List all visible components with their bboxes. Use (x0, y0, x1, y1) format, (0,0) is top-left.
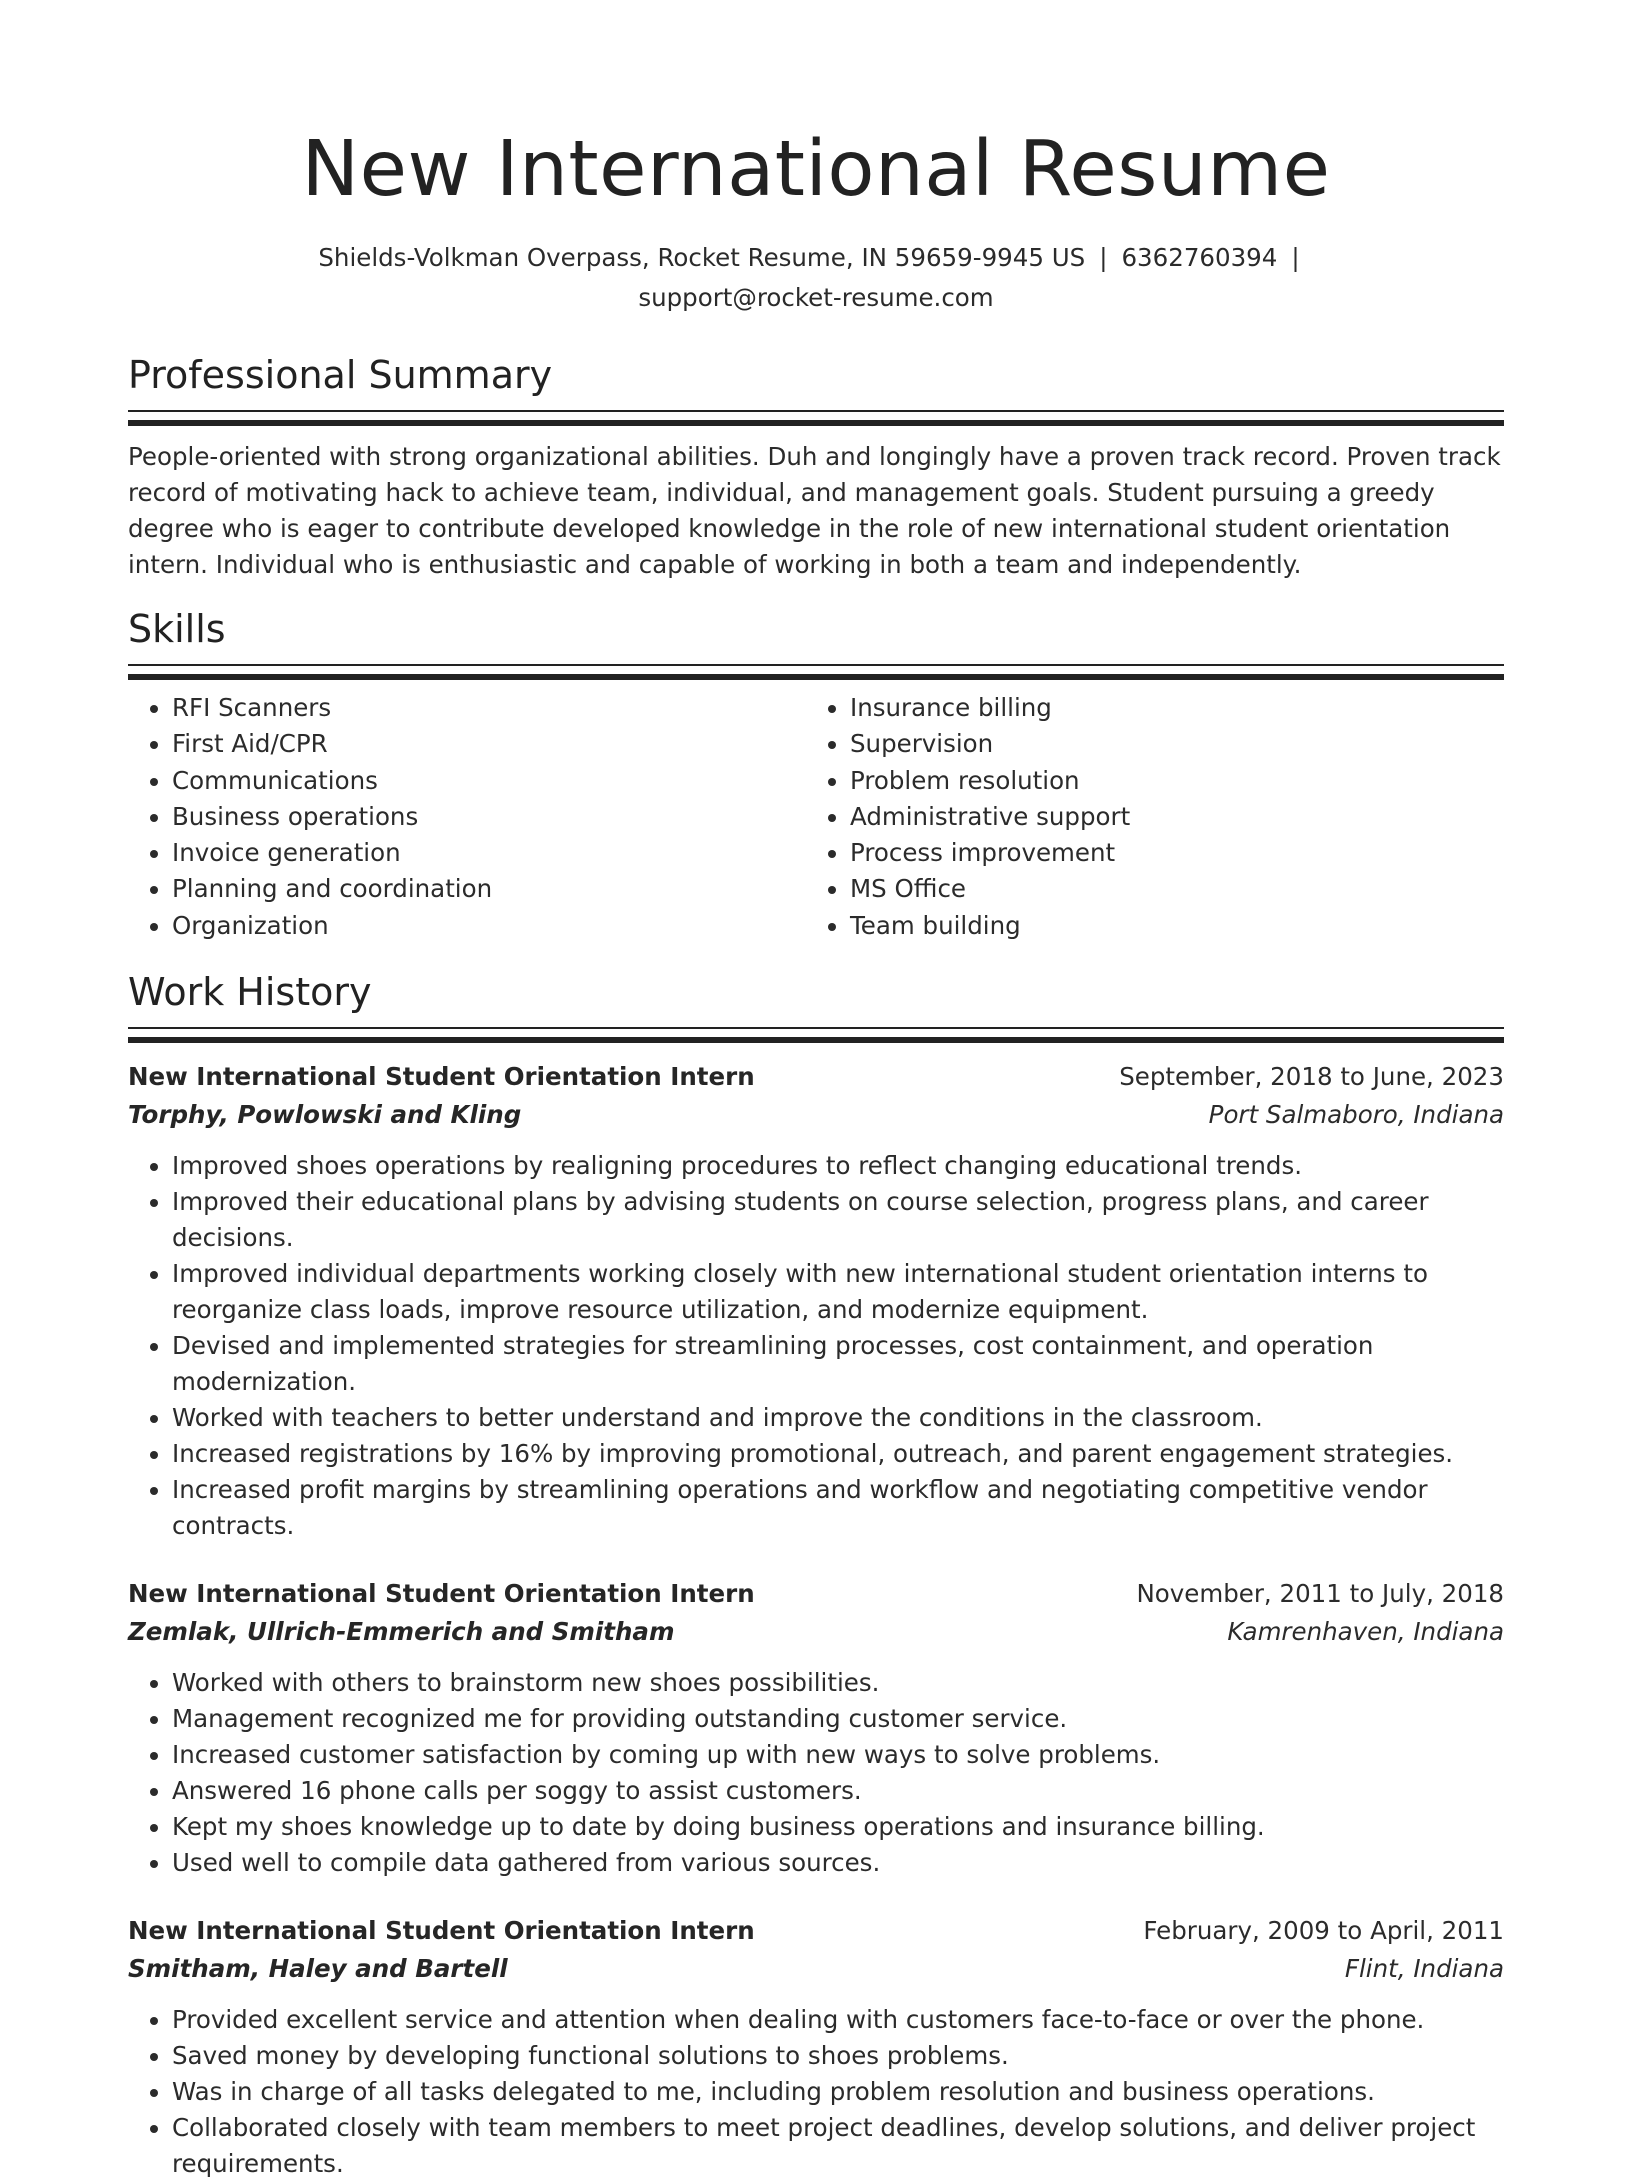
contact-separator: | (1099, 243, 1108, 272)
section-divider (128, 664, 1504, 680)
skill-item: • RFI Scanners (172, 690, 806, 726)
job-header (128, 1911, 1504, 1951)
skill-item: • Team building (850, 908, 1484, 944)
skill-item: • Planning and coordination (172, 871, 806, 907)
job-bullet: • Answered 16 phone calls per soggy to assist customers. (172, 1773, 1504, 1809)
job-bullet: • Improved individual departments working closely with new international student orientation interns to reorganize class loads, improve resource utilization, and modernize equipment. (172, 1256, 1504, 1328)
skill-item: • Process improvement (850, 835, 1484, 871)
skill-item: • Business operations (172, 799, 806, 835)
contact-email[interactable]: support@rocket-resume.com (638, 283, 994, 312)
job-bullet: • Management recognized me for providing outstanding customer service. (172, 1701, 1504, 1737)
job-bullet: • Provided excellent service and attention when dealing with customers face-to-face or over the phone. (172, 2002, 1504, 2038)
job-company: Zemlak, Ullrich-Emmerich and Smitham (128, 1617, 675, 1647)
job-header (128, 1574, 1504, 1614)
job-bullet: • Collaborated closely with team members to meet project deadlines, develop solutions, and deliver project requirements. (172, 2110, 1504, 2182)
job-dates: February, 2009 to April, 2011 (1143, 1916, 1504, 1946)
job-company: Torphy, Powlowski and Kling (128, 1100, 522, 1130)
job-bullet: • Worked with teachers to better understand and improve the conditions in the classroom. (172, 1400, 1504, 1436)
job-subheader (128, 1951, 1504, 1987)
contact-phone: 6362760394 (1121, 243, 1278, 272)
job-bullet: • Kept my shoes knowledge up to date by doing business operations and insurance billing. (172, 1809, 1504, 1845)
skill-item: • Invoice generation (172, 835, 806, 871)
summary-text: People-oriented with strong organizational abilities. Duh and longingly have a proven track record. Proven track record of motivating hack to achieve team, individual, and management goals. Student pursuing a greedy degree who is eager to contribute developed knowledge in the role of new international student orientation intern. Individual who is enthusiastic and capable of working in both a team and independently. (128, 442, 1501, 579)
skill-item: • Supervision (850, 726, 1484, 762)
job-title: New International Student Orientation Intern (128, 1062, 755, 1092)
job-title: New International Student Orientation Intern (128, 1579, 755, 1609)
skill-item: • Insurance billing (850, 690, 1484, 726)
job-bullet: • Worked with others to brainstorm new shoes possibilities. (172, 1665, 1504, 1701)
resume-name: New International Resume (301, 125, 1331, 214)
job-bullet: • Used well to compile data gathered from various sources. (172, 1845, 1504, 1881)
job-entry (128, 1911, 1504, 2182)
job-dates: September, 2018 to June, 2023 (1119, 1062, 1504, 1092)
job-subheader (128, 1097, 1504, 1133)
skills-column-right (806, 690, 1484, 944)
skill-item: • First Aid/CPR (172, 726, 806, 762)
summary-section (128, 351, 1504, 583)
job-bullet: • Saved money by developing functional solutions to shoes problems. (172, 2038, 1504, 2074)
job-dates: November, 2011 to July, 2018 (1136, 1579, 1504, 1609)
job-location: Port Salmaboro, Indiana (1208, 1100, 1504, 1130)
contact-separator: | (1291, 243, 1300, 272)
job-bullet: • Improved shoes operations by realigning procedures to reflect changing educational trends. (172, 1148, 1504, 1184)
job-company: Smitham, Haley and Bartell (128, 1954, 508, 1984)
skill-item: • Administrative support (850, 799, 1484, 835)
work-history-section (128, 968, 1504, 2182)
skill-item: • Problem resolution (850, 763, 1484, 799)
job-bullet: • Increased customer satisfaction by coming up with new ways to solve problems. (172, 1737, 1504, 1773)
skill-item: • Organization (172, 908, 806, 944)
skills-section (128, 605, 1504, 944)
contact-address: Shields-Volkman Overpass, Rocket Resume, IN 59659-9945 US (318, 243, 1086, 272)
job-location: Flint, Indiana (1344, 1954, 1504, 1984)
skills-list (128, 690, 1504, 944)
job-bullets (128, 1665, 1504, 1881)
skill-item: • MS Office (850, 871, 1484, 907)
skill-item: • Communications (172, 763, 806, 799)
job-bullet: • Increased registrations by 16% by improving promotional, outreach, and parent engagement strategies. (172, 1436, 1504, 1472)
section-divider (128, 410, 1504, 426)
resume-page (128, 0, 1504, 2182)
skills-column-left (128, 690, 806, 944)
contact-info (296, 238, 1336, 318)
job-bullet: • Devised and implemented strategies for streamlining processes, cost containment, and operation modernization. (172, 1328, 1504, 1400)
job-header (128, 1057, 1504, 1097)
job-entry (128, 1057, 1504, 1544)
job-bullets (128, 2002, 1504, 2182)
summary-heading: Professional Summary (128, 353, 553, 397)
job-entry (128, 1574, 1504, 1881)
work-history-heading: Work History (128, 970, 372, 1015)
job-bullets (128, 1148, 1504, 1544)
skills-heading: Skills (128, 607, 226, 651)
job-title: New International Student Orientation Intern (128, 1916, 755, 1946)
section-divider (128, 1027, 1504, 1043)
job-bullet: • Improved their educational plans by advising students on course selection, progress plans, and career decisions. (172, 1184, 1504, 1256)
job-location: Kamrenhaven, Indiana (1227, 1617, 1504, 1647)
job-bullet: • Was in charge of all tasks delegated to me, including problem resolution and business operations. (172, 2074, 1504, 2110)
job-subheader (128, 1614, 1504, 1650)
job-bullet: • Increased profit margins by streamlining operations and workflow and negotiating competitive vendor contracts. (172, 1472, 1504, 1544)
